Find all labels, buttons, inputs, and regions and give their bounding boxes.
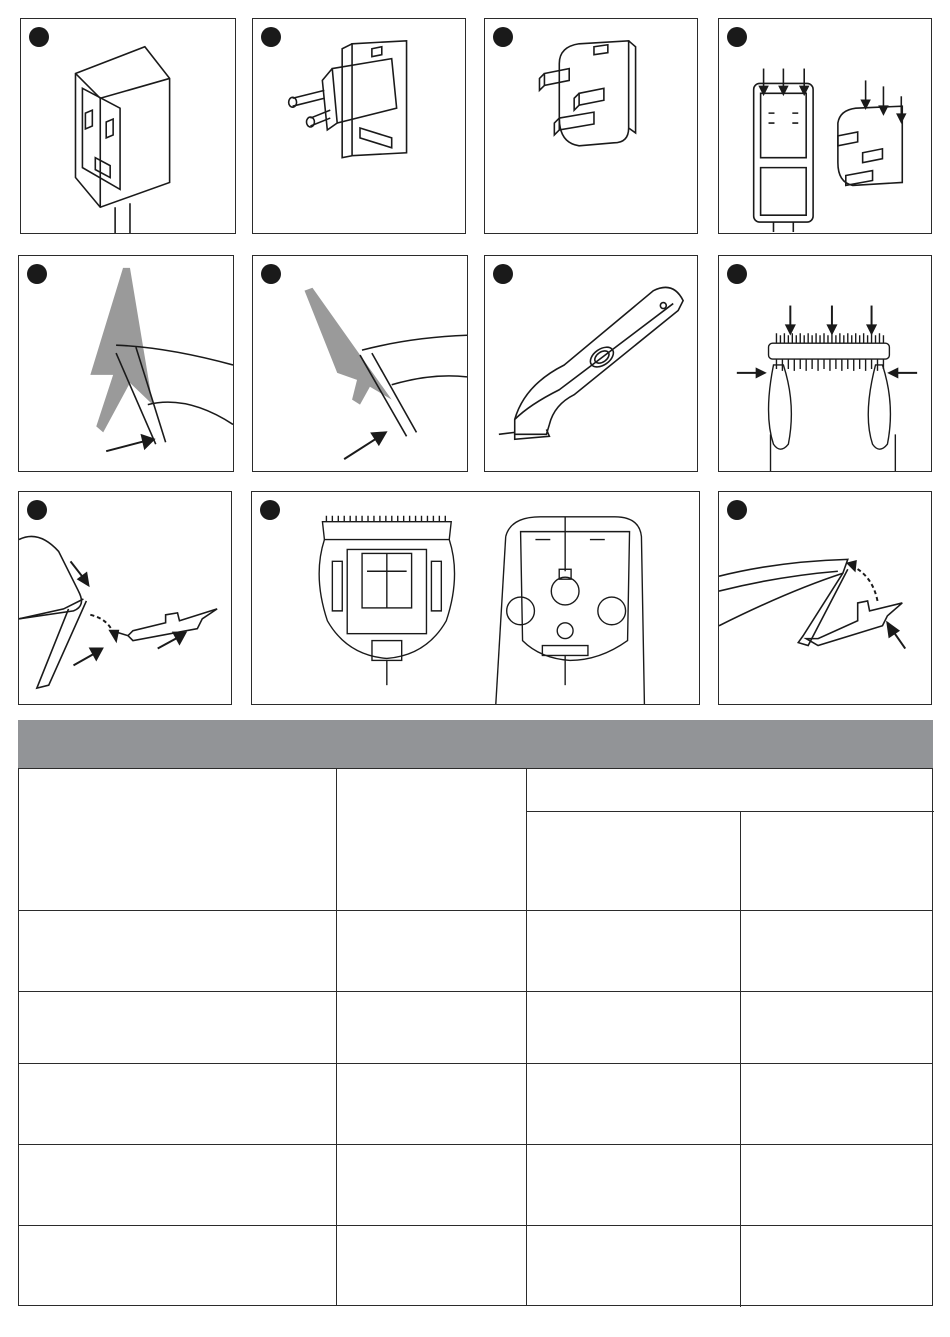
illustration-panel-6 (252, 255, 468, 472)
illustration-panel-8 (718, 255, 932, 472)
table-row-divider (19, 1144, 932, 1145)
illustration-panel-5 (18, 255, 234, 472)
illustration-panel-3 (484, 18, 698, 234)
illustration-panel-10 (251, 491, 700, 705)
illustration-panel-1 (20, 18, 236, 234)
table-subheader-divider (526, 811, 934, 812)
illustration-panel-7 (484, 255, 698, 472)
blade-mechanism-icon (252, 492, 699, 704)
illustration-panel-2 (252, 18, 466, 234)
table-row-divider (19, 910, 932, 911)
data-table (18, 768, 933, 1306)
table-header-bar (18, 720, 933, 768)
blade-clean-icon (719, 256, 931, 471)
illustration-panel-9 (18, 491, 232, 705)
blade-remove-icon (19, 256, 233, 471)
plug-attach-icon (719, 19, 931, 233)
adapter-plug-icon (21, 19, 235, 233)
euro-plug-icon (253, 19, 465, 233)
illustration-panel-4 (718, 18, 932, 234)
table-row-divider (19, 1225, 932, 1226)
blade-remove-icon (253, 256, 467, 471)
table-column-divider (740, 811, 741, 1307)
blade-detach-icon (719, 492, 931, 704)
uk-plug-icon (485, 19, 697, 233)
table-row-divider (19, 991, 932, 992)
table-row-divider (19, 1063, 932, 1064)
illustration-panel-11 (718, 491, 932, 705)
clipper-body-icon (485, 256, 697, 471)
blade-attach-icon (19, 492, 231, 704)
